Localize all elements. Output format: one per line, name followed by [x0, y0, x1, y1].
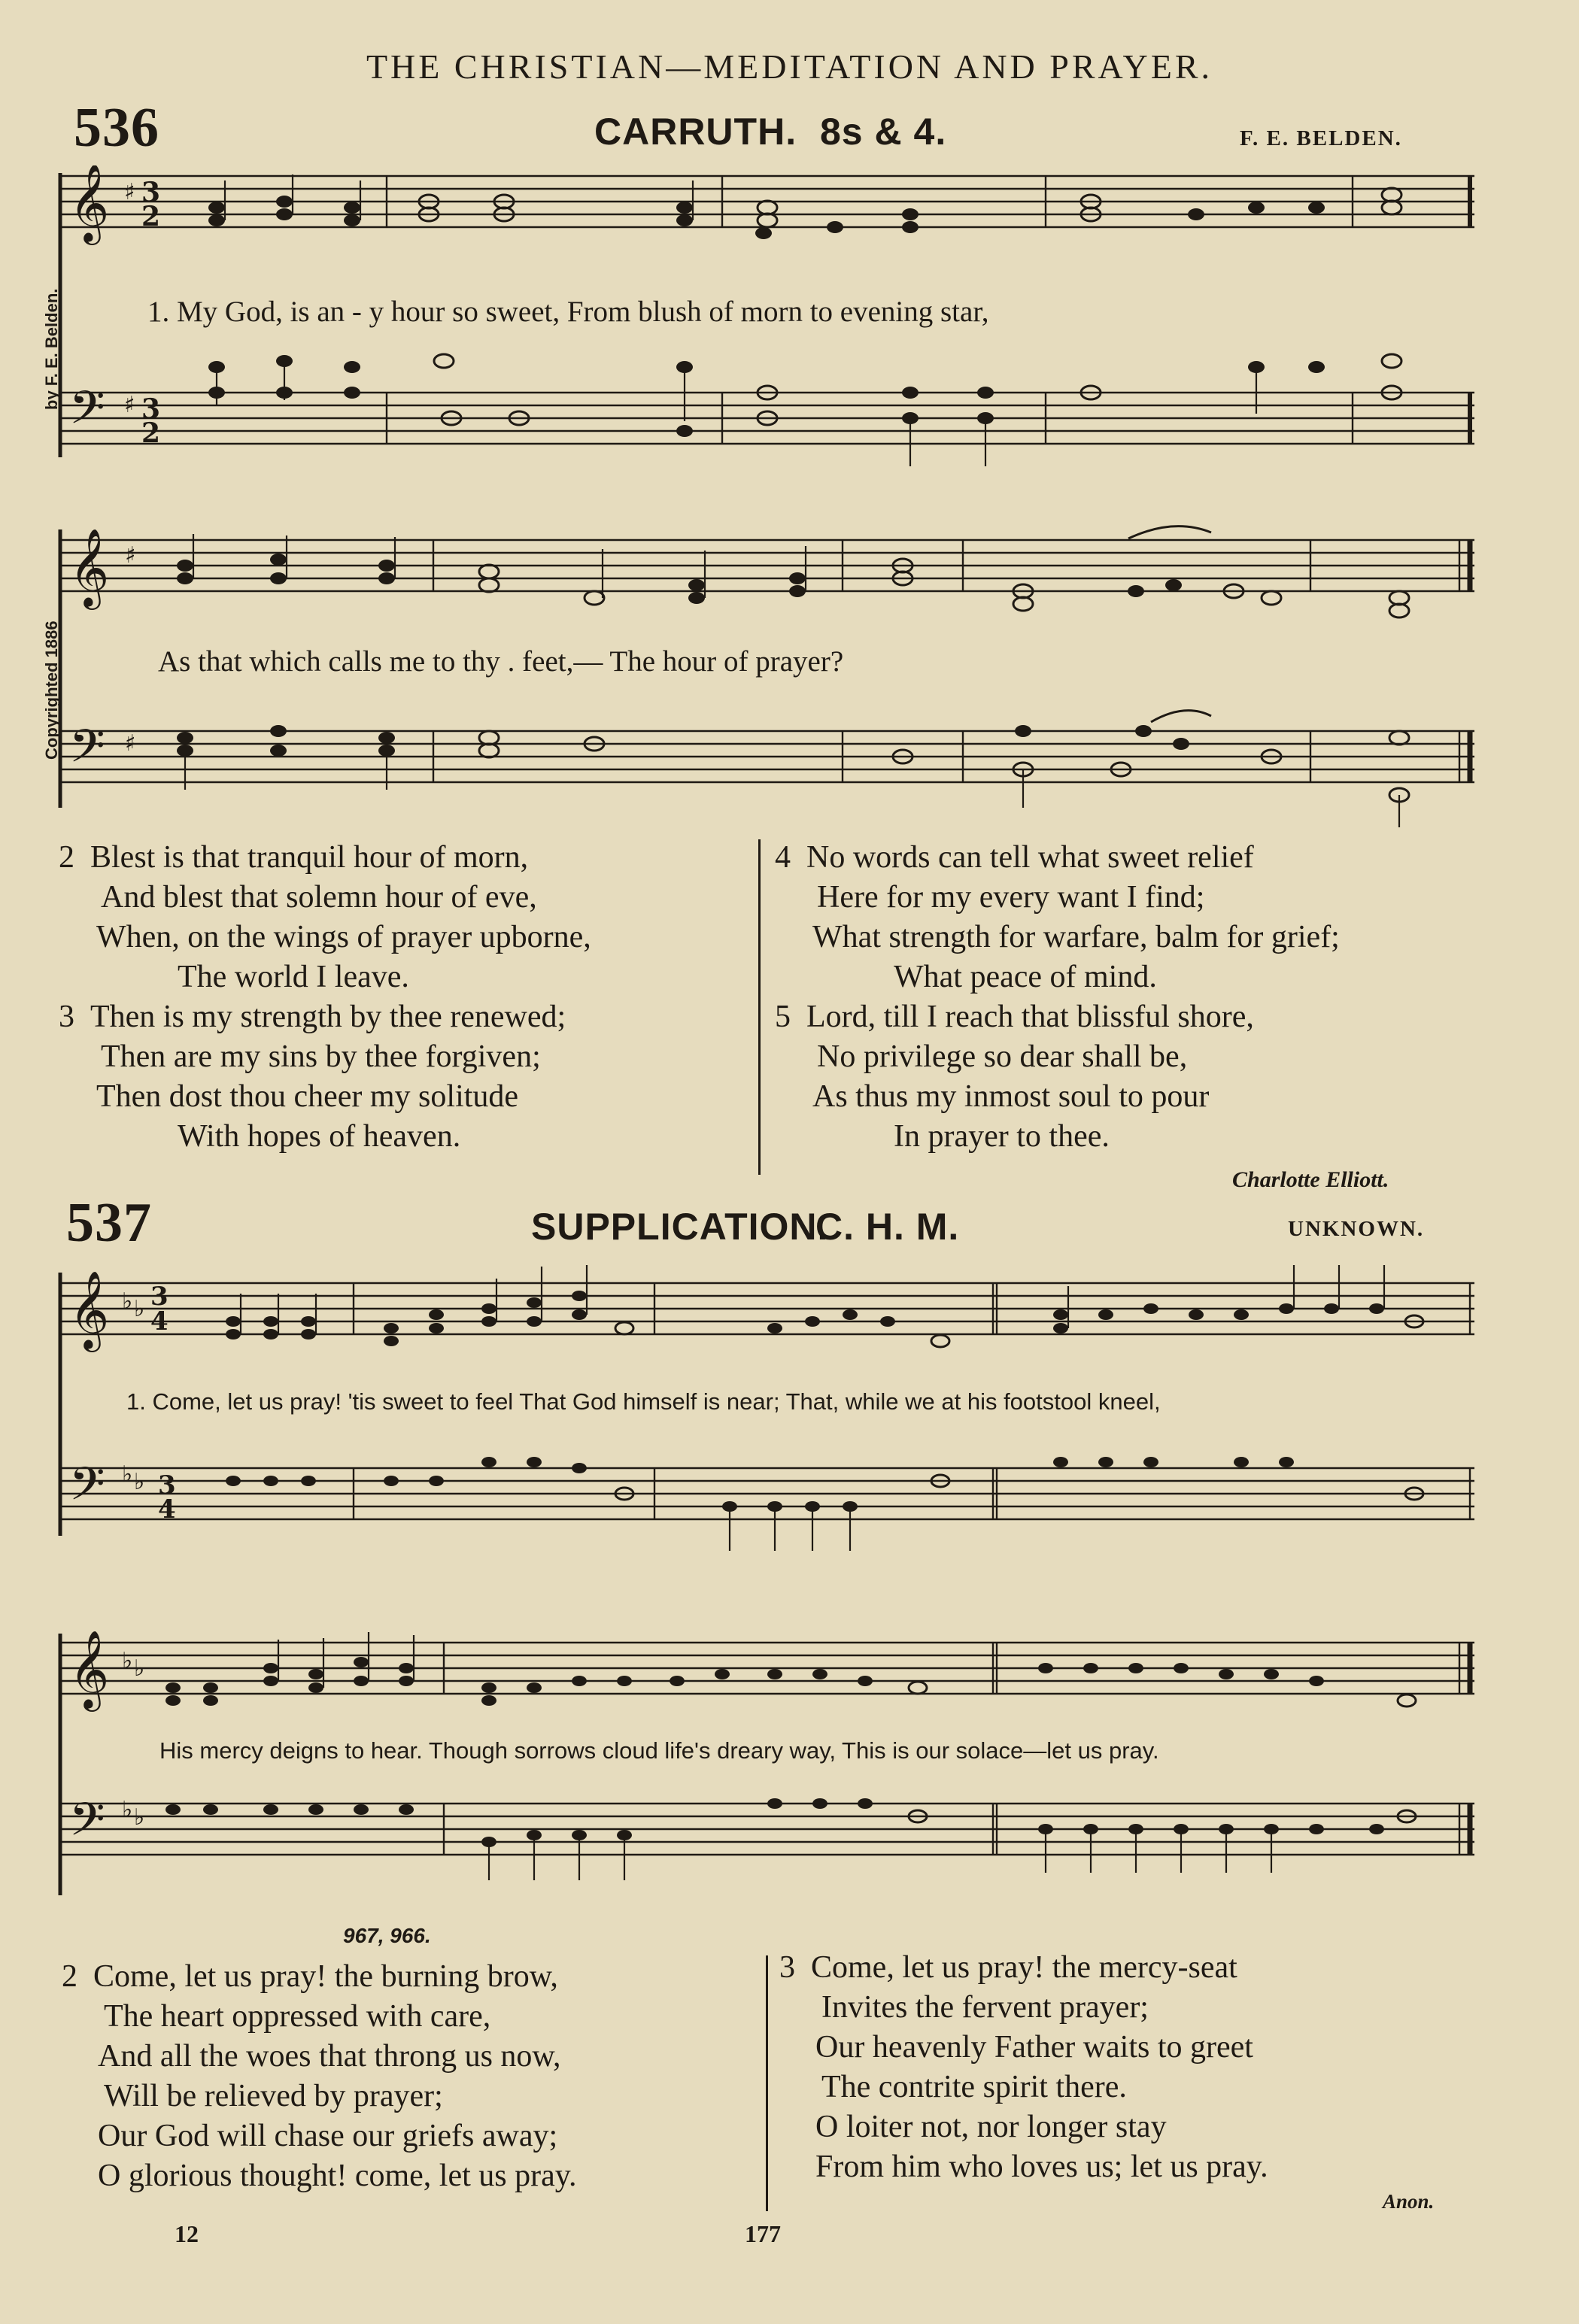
verse-line: Then is my strength by thee renewed;	[90, 1000, 566, 1034]
svg-text:𝄢: 𝄢	[69, 381, 105, 446]
verse-line: Come, let us pray! the burning brow,	[93, 1959, 558, 1994]
verse-line: From him who loves us; let us pray.	[815, 2150, 1268, 2184]
verse-line: And all the woes that throng us now,	[98, 2039, 561, 2074]
verse-number: 4	[775, 840, 791, 875]
svg-text:3: 3	[141, 393, 161, 425]
verse-number: 2	[62, 1959, 77, 1994]
svg-text:4: 4	[150, 1306, 169, 1336]
hymn-number-536: 536	[74, 97, 159, 159]
svg-text:𝄢: 𝄢	[69, 1458, 105, 1522]
svg-text:♭: ♭	[122, 1288, 133, 1315]
svg-text:♭: ♭	[122, 1797, 133, 1823]
svg-text:4: 4	[158, 1494, 176, 1525]
svg-text:𝄞: 𝄞	[69, 1630, 110, 1709]
verse-number: 5	[775, 1000, 791, 1034]
running-head: THE CHRISTIAN—MEDITATION AND PRAYER.	[366, 47, 1213, 86]
svg-text:♯: ♯	[125, 542, 136, 569]
author-536: Charlotte Elliott.	[1232, 1167, 1389, 1192]
lyrics-536-line-2: As that which calls me to thy . feet,— The hour of prayer?	[158, 645, 844, 678]
verse-line: Will be relieved by prayer;	[104, 2079, 443, 2113]
svg-text:♭: ♭	[122, 1648, 133, 1674]
signature-mark: 12	[175, 2220, 199, 2247]
side-credit-composer: by F. E. Belden.	[42, 288, 61, 410]
verses-536-right	[775, 838, 1340, 1157]
verse-line: The heart oppressed with care,	[104, 1999, 491, 2034]
verse-line: O loiter not, nor longer stay	[815, 2110, 1167, 2144]
svg-text:3: 3	[150, 1282, 169, 1312]
composer-537: UNKNOWN.	[1288, 1217, 1425, 1241]
svg-text:♯: ♯	[124, 392, 135, 418]
verses-536-left	[59, 838, 591, 1157]
tune-name-supplication: SUPPLICATION.	[531, 1206, 829, 1248]
svg-text:♭: ♭	[134, 1655, 145, 1682]
verse-line: When, on the wings of prayer upborne,	[96, 920, 591, 954]
meter-537: C. H. M.	[815, 1206, 960, 1248]
lyrics-536-line-1: 1. My God, is an - y hour so sweet, From blush of morn to evening star,	[147, 296, 989, 328]
verse-line: Invites the fervent prayer;	[821, 1990, 1149, 2025]
svg-text:♯: ♯	[125, 730, 136, 757]
verse-line: Our heavenly Father waits to greet	[815, 2030, 1253, 2065]
hymn-number-537: 537	[66, 1192, 152, 1254]
verse-line: The contrite spirit there.	[821, 2070, 1127, 2104]
svg-text:𝄞: 𝄞	[69, 528, 110, 607]
verse-line: Lord, till I reach that blissful shore,	[806, 1000, 1254, 1034]
verse-537-left	[62, 1957, 577, 2196]
verse-537-right	[779, 1948, 1268, 2187]
verse-line: Blest is that tranquil hour of morn,	[90, 840, 529, 875]
verse-number: 3	[59, 1000, 74, 1034]
verse-line: No words can tell what sweet relief	[806, 840, 1254, 875]
column-divider-537	[766, 1955, 768, 2211]
verse-line: Here for my every want I find;	[817, 880, 1205, 915]
verse-line: Then dost thou cheer my solitude	[96, 1079, 519, 1114]
music-system-537-2	[53, 1617, 1482, 1933]
verse-line: What strength for warfare, balm for grief;	[812, 920, 1340, 954]
svg-text:𝄢: 𝄢	[69, 720, 105, 784]
column-divider-536	[758, 839, 761, 1175]
verse-line: As thus my inmost soul to pour	[812, 1079, 1210, 1114]
svg-text:𝄢: 𝄢	[69, 1793, 105, 1858]
svg-text:2: 2	[141, 201, 161, 232]
page-number: 177	[745, 2220, 781, 2247]
tune-name-carruth: CARRUTH.	[594, 111, 797, 153]
verse-line: In prayer to thee.	[894, 1119, 1110, 1154]
verse-number: 2	[59, 840, 74, 875]
verse-line: The world I leave.	[178, 960, 409, 994]
side-credit-copyright: Copyrighted 1886	[42, 620, 61, 760]
svg-text:♯: ♯	[124, 179, 135, 205]
svg-text:♭: ♭	[134, 1804, 145, 1831]
svg-text:3: 3	[158, 1470, 176, 1500]
author-537: Anon.	[1383, 2190, 1435, 2213]
svg-text:♭: ♭	[134, 1469, 145, 1495]
svg-text:♭: ♭	[122, 1461, 133, 1488]
verse-line: What peace of mind.	[894, 960, 1157, 994]
svg-text:𝄞: 𝄞	[69, 1270, 110, 1349]
composer-536: F. E. BELDEN.	[1240, 126, 1402, 150]
svg-text:3: 3	[141, 177, 161, 208]
verse-line: Come, let us pray! the mercy-seat	[811, 1950, 1237, 1985]
verse-line: Then are my sins by thee forgiven;	[101, 1039, 541, 1074]
svg-text:♭: ♭	[134, 1296, 145, 1322]
verse-line: Our God will chase our griefs away;	[98, 2119, 558, 2153]
verse-line: O glorious thought! come, let us pray.	[98, 2159, 577, 2193]
verse-line: With hopes of heaven.	[178, 1119, 461, 1154]
meter-536: 8s & 4.	[820, 111, 947, 153]
cross-reference: 967, 966.	[343, 1924, 431, 1947]
verse-line: No privilege so dear shall be,	[817, 1039, 1188, 1074]
verse-number: 3	[779, 1950, 795, 1985]
verse-line: And blest that solemn hour of eve,	[101, 880, 537, 915]
svg-text:2: 2	[141, 417, 161, 449]
lyrics-537-line-1: 1. Come, let us pray! 'tis sweet to feel That God himself is near; That, while we at his footstool kneel,	[126, 1388, 1161, 1415]
svg-text:𝄞: 𝄞	[69, 165, 110, 242]
lyrics-537-line-2: His mercy deigns to hear. Though sorrows cloud life's dreary way, This is our solace—let us pray.	[159, 1737, 1159, 1764]
